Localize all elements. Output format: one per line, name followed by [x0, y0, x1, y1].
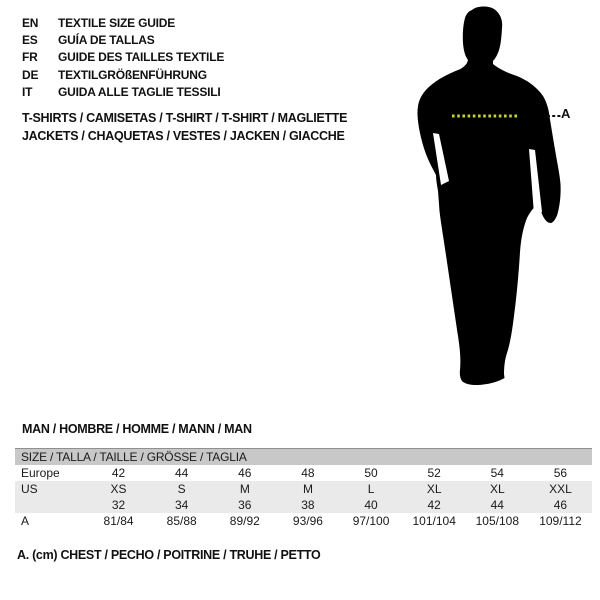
- language-title: GUIDA ALLE TAGLIE TESSILI: [58, 85, 221, 100]
- row-label: [15, 497, 87, 513]
- table-row-chest-a: [15, 513, 592, 529]
- size-cell: 38: [301, 498, 315, 512]
- section-title-man: MAN / HOMBRE / HOMME / MANN / MAN: [22, 422, 252, 436]
- size-cell: 85/88: [166, 514, 197, 528]
- language-row: [22, 66, 224, 83]
- size-cell: S: [177, 482, 186, 496]
- language-code: EN: [22, 15, 39, 30]
- language-row: [22, 49, 224, 66]
- language-code: DE: [22, 67, 39, 82]
- size-cell: 56: [553, 466, 568, 480]
- language-row: [22, 14, 224, 31]
- language-code: IT: [22, 85, 33, 100]
- size-cell: 93/96: [292, 514, 323, 528]
- table-row-numeric: [15, 497, 592, 513]
- size-cell: 44: [490, 498, 504, 512]
- measurement-a-label: A: [561, 106, 571, 121]
- size-cell: 89/92: [229, 514, 260, 528]
- size-cell: 81/84: [103, 514, 134, 528]
- language-title: TEXTILE SIZE GUIDE: [58, 15, 176, 30]
- size-table-header-row: [15, 449, 592, 466]
- size-cell: 50: [364, 466, 378, 480]
- language-code: FR: [22, 50, 38, 65]
- size-cell: 46: [553, 498, 568, 512]
- language-title: GUIDE DES TAILLES TEXTILE: [58, 50, 225, 65]
- language-title-list: [22, 14, 224, 101]
- size-cell: 34: [175, 498, 189, 512]
- language-row: [22, 84, 224, 101]
- row-label: US: [21, 482, 38, 496]
- size-cell: 97/100: [352, 514, 390, 528]
- category-tshirts: T-SHIRTS / CAMISETAS / T-SHIRT / T-SHIRT / MAGLIETTE: [22, 111, 348, 125]
- language-row: [22, 31, 224, 48]
- size-cell: 44: [175, 466, 189, 480]
- size-cell: L: [367, 482, 375, 496]
- row-label: Europe: [21, 466, 60, 480]
- size-cell: 32: [111, 498, 126, 512]
- size-cell: 101/104: [412, 514, 456, 528]
- size-cell: 109/112: [539, 514, 582, 528]
- category-jackets: JACKETS / CHAQUETAS / VESTES / JACKEN / GIACCHE: [22, 129, 345, 143]
- size-cell: M: [302, 482, 313, 496]
- size-cell: 52: [427, 466, 441, 480]
- language-title: TEXTILGRÖßENFÜHRUNG: [58, 67, 207, 82]
- size-cell: 42: [111, 466, 126, 480]
- size-cell: XXL: [549, 482, 572, 496]
- size-table-header: SIZE / TALLA / TAILLE / GRÖSSE / TAGLIA: [15, 449, 592, 466]
- table-row-europe: [15, 465, 592, 481]
- measurement-footnote: A. (cm) CHEST / PECHO / POITRINE / TRUHE / PETTO: [17, 548, 321, 562]
- size-cell: XS: [110, 482, 127, 496]
- size-cell: 42: [427, 498, 441, 512]
- language-code: ES: [22, 33, 38, 48]
- size-cell: 46: [238, 466, 252, 480]
- size-cell: 40: [364, 498, 378, 512]
- row-label: A: [21, 514, 30, 528]
- table-row-us: [15, 481, 592, 497]
- size-cell: XL: [489, 482, 505, 496]
- size-cell: 105/108: [475, 514, 519, 528]
- size-cell: XL: [426, 482, 442, 496]
- garment-categories: [22, 109, 347, 145]
- man-silhouette-figure: [410, 4, 570, 390]
- size-cell: M: [239, 482, 250, 496]
- size-cell: 36: [238, 498, 252, 512]
- size-table: [15, 448, 592, 529]
- size-cell: 48: [301, 466, 315, 480]
- language-title: GUÍA DE TALLAS: [58, 33, 155, 48]
- size-cell: 54: [490, 466, 504, 480]
